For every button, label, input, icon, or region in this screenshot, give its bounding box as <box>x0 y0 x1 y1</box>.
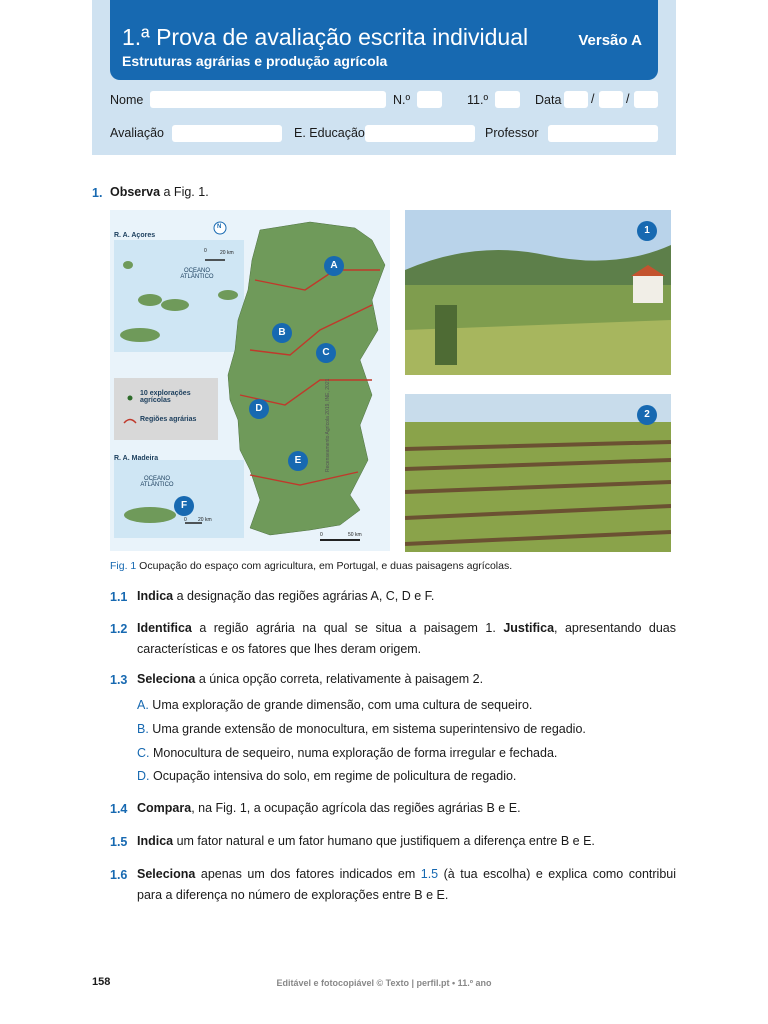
subquestion-text: Compara, na Fig. 1, a ocupação agrícola das regiões agrárias B e E. <box>137 801 521 815</box>
subquestion-number: 1.5 <box>110 835 128 849</box>
page-title: 1.ª Prova de avaliação escrita individual <box>122 24 529 50</box>
option-c[interactable]: C. Monocultura de sequeiro, numa exploração de forma irregular e fechada. <box>137 746 558 760</box>
subquestion-number: 1.1 <box>110 590 128 604</box>
subquestion-text: Identifica a região agrária na qual se situa a paisagem 1. Justifica, apresentando duas características e os fatores que lhes deram origem. <box>137 621 676 656</box>
subquestion-text: Seleciona apenas um dos fatores indicados em 1.5 (à tua escolha) e explica como contribui para a diferença no número de explorações entre B e E. <box>137 867 676 902</box>
acores-label: R. A. Açores <box>114 232 156 239</box>
educacao-label: E. Educação <box>294 126 365 140</box>
numero-label: N.º <box>393 93 411 107</box>
data-label: Data <box>535 93 562 107</box>
data-year-field[interactable] <box>634 91 658 108</box>
region-marker-a: A <box>324 256 344 276</box>
nome-field[interactable] <box>150 91 386 108</box>
landscape-photo-1 <box>405 210 671 375</box>
subquestion-number: 1.3 <box>110 673 128 687</box>
region-marker-d: D <box>249 399 269 419</box>
data-month-field[interactable] <box>599 91 623 108</box>
subquestion-number: 1.2 <box>110 622 128 636</box>
scale-label: 20 km <box>220 250 234 256</box>
region-marker-b: B <box>272 323 292 343</box>
ocean-label: OCEANO ATLÂNTICO <box>140 476 174 488</box>
ano-label: 11.º <box>467 93 489 107</box>
data-day-field[interactable] <box>564 91 588 108</box>
page-number: 158 <box>92 976 111 988</box>
title-bar <box>110 0 658 80</box>
scale-zero: 0 <box>204 248 207 254</box>
version-label: Versão A <box>578 32 642 49</box>
option-b[interactable]: B. Uma grande extensão de monocultura, em sistema superintensivo de regadio. <box>137 722 586 736</box>
avaliacao-label: Avaliação <box>110 126 164 140</box>
madeira-label: R. A. Madeira <box>114 455 159 462</box>
legend-dots-label: 10 explorações agrícolas <box>140 390 191 404</box>
professor-field[interactable] <box>548 125 658 142</box>
map-source: Recenseamento Agrícola 2019, INE, 2021 <box>325 378 331 472</box>
scale-zero: 0 <box>320 532 323 538</box>
option-d[interactable]: D. Ocupação intensiva do solo, em regime de policultura de regadio. <box>137 769 517 783</box>
photo-badge-2: 2 <box>637 405 657 425</box>
scale-label: 20 km <box>198 517 212 523</box>
legend-regions-label: Regiões agrárias <box>140 416 197 423</box>
educacao-field[interactable] <box>365 125 475 142</box>
region-marker-c: C <box>316 343 336 363</box>
subquestion-text: Indica um fator natural e um fator humano que justifiquem a diferença entre B e E. <box>137 834 595 848</box>
scale-label: 50 km <box>348 532 362 538</box>
subquestion-text: Indica a designação das regiões agrárias A, C, D e F. <box>137 589 435 603</box>
landscape-photo-2 <box>405 394 671 552</box>
turma-field[interactable] <box>495 91 520 108</box>
nome-label: Nome <box>110 93 144 107</box>
page-subtitle: Estruturas agrárias e produção agrícola <box>122 53 388 69</box>
region-marker-e: E <box>288 451 308 471</box>
portugal-map <box>110 210 390 551</box>
subquestion-number: 1.4 <box>110 802 128 816</box>
date-separator: / <box>591 92 595 106</box>
professor-label: Professor <box>485 126 539 140</box>
subquestion-text: Seleciona a única opção correta, relativamente à paisagem 2. <box>137 672 484 686</box>
scale-zero: 0 <box>184 517 187 523</box>
figure-caption: Fig. 1 Ocupação do espaço com agricultura, em Portugal, e duas paisagens agrícolas. <box>110 560 513 572</box>
footer-note: Editável e fotocopiável © Texto | perfil.pt • 11.º ano <box>276 978 492 988</box>
photo-badge-1: 1 <box>637 221 657 241</box>
numero-field[interactable] <box>417 91 442 108</box>
ocean-label: OCEANO ATLÂNTICO <box>180 268 214 280</box>
date-separator: / <box>626 92 630 106</box>
north-arrow-icon: N <box>217 224 222 230</box>
question-number: 1. <box>92 186 103 200</box>
question-text: Observa a Fig. 1. <box>110 185 209 199</box>
avaliacao-field[interactable] <box>172 125 282 142</box>
subquestion-number: 1.6 <box>110 868 128 882</box>
option-a[interactable]: A. Uma exploração de grande dimensão, com uma cultura de sequeiro. <box>137 698 533 712</box>
region-marker-f: F <box>174 496 194 516</box>
